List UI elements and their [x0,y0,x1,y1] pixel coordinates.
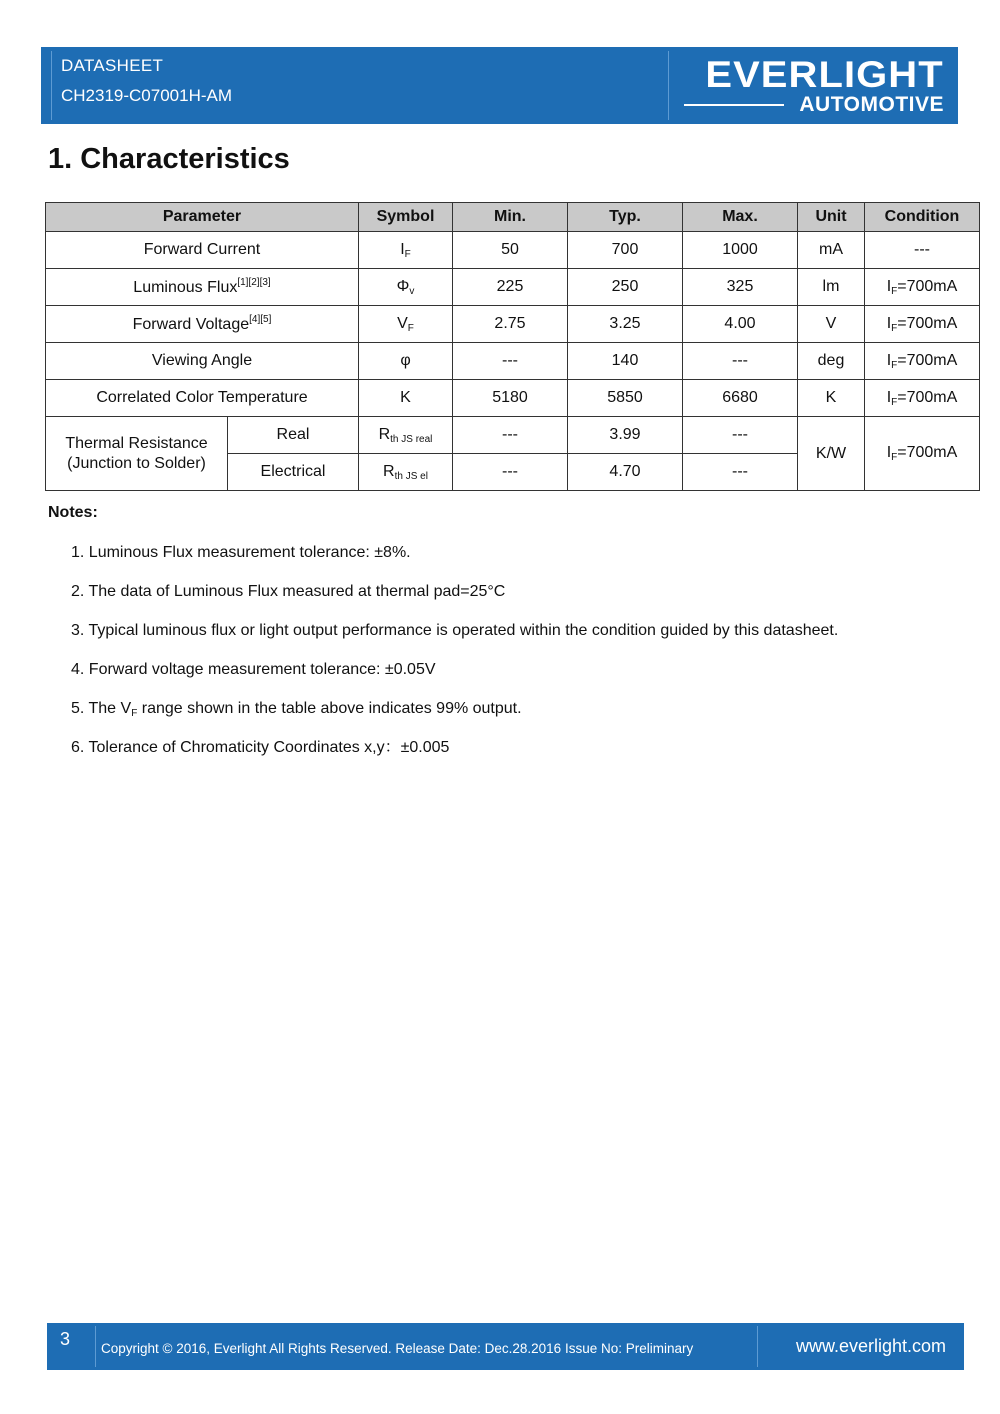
cell-condition: --- [865,232,980,269]
cell-min: 2.75 [453,306,568,343]
cell-min: --- [453,343,568,380]
col-header-typ: Typ. [568,203,683,232]
cell-max: 4.00 [683,306,798,343]
cell-unit: lm [798,269,865,306]
cell-min: --- [453,417,568,454]
cell-symbol: $I_F$ [359,232,453,269]
cell-parameter: Correlated Color Temperature [46,380,359,417]
cell-symbol: K [359,380,453,417]
table-row-thermal-real [46,417,980,454]
cell-min: 5180 [453,380,568,417]
col-header-parameter: Parameter [46,203,359,232]
col-header-unit: Unit [798,203,865,232]
brand-rule [684,104,784,106]
footer-divider-right [757,1326,758,1367]
note-item: 6. Tolerance of Chromaticity Coordinates x,y：±0.005 [71,739,450,756]
cell-max: 325 [683,269,798,306]
cell-symbol: $R_{th JS real}$ [359,417,453,454]
cell-symbol: φ [359,343,453,380]
header-divider-left [51,51,52,120]
cell-parameter: Forward Current [46,232,359,269]
cell-condition: $I_F=700mA$ [865,380,980,417]
notes-title: Notes: [48,504,98,521]
cell-unit: K/W [798,417,865,491]
cell-max: --- [683,417,798,454]
table-header-row [46,203,980,232]
cell-min: 225 [453,269,568,306]
cell-typ: 700 [568,232,683,269]
cell-typ: 4.70 [568,454,683,491]
cell-unit: V [798,306,865,343]
footer-band [47,1323,964,1370]
cell-symbol: $R_{th JS el}$ [359,454,453,491]
col-header-max: Max. [683,203,798,232]
cell-typ: 250 [568,269,683,306]
brand-name: EVERLIGHT [705,54,944,95]
cell-typ: 5850 [568,380,683,417]
col-header-symbol: Symbol [359,203,453,232]
cell-max: 6680 [683,380,798,417]
cell-unit: deg [798,343,865,380]
note-item: 1. Luminous Flux measurement tolerance: ±8%. [71,544,411,561]
col-header-condition: Condition [865,203,980,232]
cell-typ: 3.99 [568,417,683,454]
cell-condition: $I_F=700mA$ [865,343,980,380]
thermal-label-line1: Thermal Resistance [65,434,208,452]
cell-parameter-thermal [46,417,228,491]
cell-max: --- [683,454,798,491]
cell-symbol: $V_F$ [359,306,453,343]
cell-max: --- [683,343,798,380]
table-row-forward-current [46,232,980,269]
page-number: 3 [60,1329,71,1349]
notes-list [71,543,838,777]
table-row-viewing-angle [46,343,980,380]
cell-max: 1000 [683,232,798,269]
cell-condition: $I_F=700mA$ [865,269,980,306]
cell-min: 50 [453,232,568,269]
doc-type-label: DATASHEET [61,56,164,75]
cell-subparameter: Real [228,417,359,454]
brand-logo [684,53,944,119]
thermal-label-line2: (Junction to Solder) [67,454,206,472]
cell-subparameter: Electrical [228,454,359,491]
doc-id-label: CH2319-C07001H-AM [61,86,233,105]
table-row-forward-voltage [46,306,980,343]
cell-unit: K [798,380,865,417]
note-item: 3. Typical luminous flux or light output performance is operated within the condition guided by this datasheet. [71,622,839,639]
header-band [41,47,958,124]
cell-condition: $I_F=700mA$ [865,417,980,491]
note-item: 4. Forward voltage measurement tolerance: ±0.05V [71,661,436,678]
footer-divider-left [95,1326,96,1367]
cell-unit: mA [798,232,865,269]
section-title: 1. Characteristics [48,143,290,175]
table-row-cct [46,380,980,417]
copyright-text: Copyright © 2016, Everlight All Rights Reserved. Release Date: Dec.28.2016 Issue No: Preliminary [101,1341,694,1356]
note-item: 2. The data of Luminous Flux measured at thermal pad=25°C [71,583,506,600]
characteristics-table [45,202,980,491]
note-item: 5. The $V_F$ range shown in the table above indicates 99% output. [71,700,522,719]
cell-parameter: Viewing Angle [46,343,359,380]
cell-min: --- [453,454,568,491]
cell-symbol: $\Phi_v$ [359,269,453,306]
table-row-luminous-flux [46,269,980,306]
col-header-min: Min. [453,203,568,232]
header-divider-right [668,51,669,120]
cell-typ: 3.25 [568,306,683,343]
website-link[interactable]: www.everlight.com [795,1336,946,1356]
cell-condition: $I_F=700mA$ [865,306,980,343]
cell-parameter: Forward Voltage[4][5] [46,306,359,343]
cell-typ: 140 [568,343,683,380]
cell-parameter: Luminous Flux[1][2][3] [46,269,359,306]
brand-subtitle: AUTOMOTIVE [799,93,944,116]
